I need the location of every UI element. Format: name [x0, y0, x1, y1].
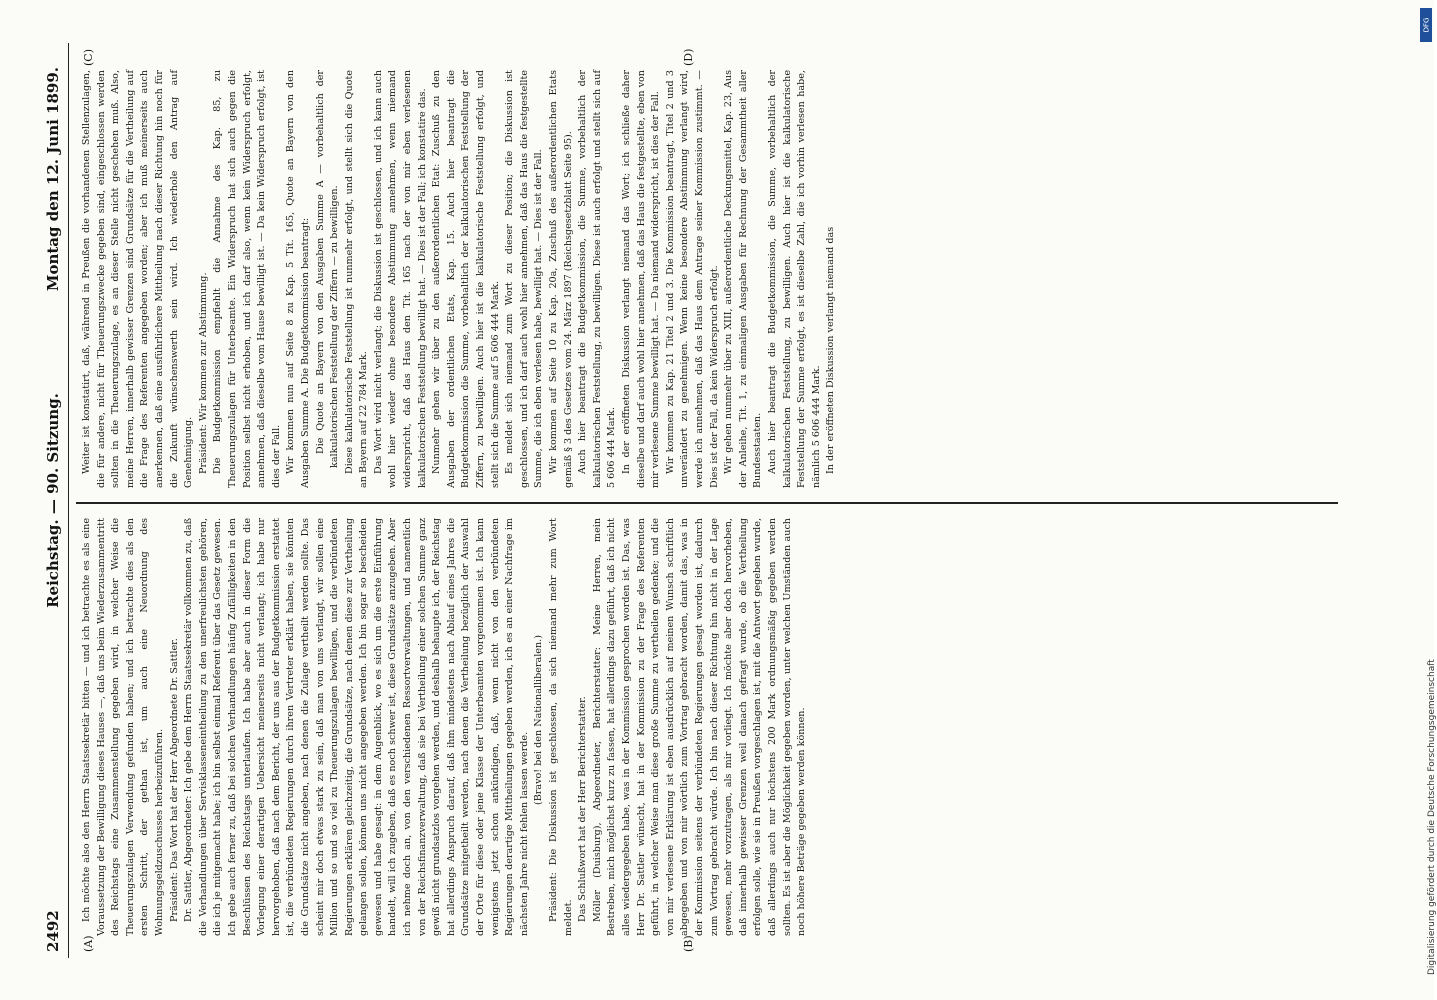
paragraph: Weiter ist konstatirt, daß, während in Preußen die vorhandenen Stellenzulagen, die für andere, nicht für Theuerungszwecke gegeben sind, eingeschlossen werden sollten in die Theuerungszulage, es an dieser Stelle nicht geschehen muß. Also, meine Herren, innerhalb gewisser Grenzen sind Grundsätze für die Vertheilung auf die Frage des Referenten angegeben worden; aber ich muß meinerseits auch anerkennen, daß eine ausführlichere Mittheilung nach dieser Richtung hin noch für die Zukunft wünschenswerth sein wird. Ich wiederhole den Antrag auf Genehmigung. — [81, 70, 195, 488]
digitization-credit: Digitalisierung gefördert durch die Deutsche Forschungsgemeinschaft — [1427, 659, 1437, 975]
marker-a: (A) — [82, 935, 95, 952]
dfg-logo-text: DFG — [1422, 17, 1430, 33]
page-header — [42, 43, 69, 958]
paragraph: Ich möchte also den Herrn Staatssekretär bitten — und ich betrachte es als eine Voraussetzung der Bewilligung dieses Hauses —, daß uns beim Wiederzusammentritt des Reichstags eine Zusammenstellung gegeben wird, in welcher Weise die Theuerungszulagen Verwendung gefunden haben; und ich betrachte dies als den ersten Schritt, der gethan ist, um auch eine Neuordnung des Wohnungsgeldzuschusses herbeizuführen. — [81, 518, 165, 936]
paragraph: Das Schlußwort hat der Herr Berichterstatter. — [577, 696, 589, 922]
paragraph: Wir kommen zu Kap. 21 Titel 2 und 3. Die Kommission beantragt, Titel 2 und 3 unverändert zu genehmigen. Wenn keine besondere Abstimmung verlangt wird, werde ich annehmen, daß das Haus dem Antrage seiner Kommission zustimmt. — Dies ist der Fall, da kein Widerspruch erfolgt. — [664, 70, 720, 488]
paragraph: Die Quote an Bayern von den Ausgaben Summe A — vorbehaltlich der kalkulatorischen Feststellung der Ziffern — zu bewilligen. — [314, 70, 341, 468]
paragraph: In der eröffneten Diskussion verlangt niemand das Wort; ich schließe daher dieselbe und darf auch wohl hier annehmen, daß das Haus die festgestellte, eben von mir verlesene Summe bewilligt hat. — Da niemand widerspricht, ist dies der Fall. — [620, 70, 662, 488]
left-column — [80, 518, 1342, 936]
marker-c: (C) — [82, 49, 95, 66]
rotated-page — [42, 43, 1360, 958]
paragraph: Nunmehr gehen wir über zu den außerordentlichen Etat: Zuschuß zu den Ausgaben der ordentlichen Etats, Kap. 15. Auch hier beantragt die Budgetkommission die Summe, vorbehaltlich der kalkulatorischen Feststellung der Ziffern, zu bewilligen. Auch hier ist die kalkulatorische Feststellung erfolgt, und stellt sich die Summe auf 5 606 444 Mark. — [431, 70, 501, 488]
paragraph: Präsident: Das Wort hat der Herr Abgeordnete Dr. Sattler. — [168, 638, 180, 922]
paragraph: Auch hier beantragt die Budgetkommission, die Summe, vorbehaltlich der kalkulatorischen Feststellung, zu bewilligen. Auch hier ist die kalkulatorische Feststellung der Summe erfolgt, es ist dieselbe Zahl, die ich vorhin verlesen habe, nämlich 5 606 444 Mark. — [766, 70, 822, 488]
paragraph: (Bravo! bei den Nationalliberalen.) — [533, 635, 545, 805]
page-number: 2492 — [44, 910, 62, 952]
session-title: Reichstag. — 90. Sitzung. — [44, 393, 62, 608]
paragraph: Das Wort wird nicht verlangt; die Diskussion ist geschlossen, und ich kann auch wohl hier wieder ohne besondere Abstimmung annehmen, wenn niemand widerspricht, daß das Haus den Tit. 165 nach der von mir eben verlesenen kalkulatorischen Feststellung bewilligt hat. — Dies ist der Fall; ich konstatire das. — [372, 70, 428, 488]
paragraph: Wir gehen nunmehr über zu XIII, außerordentliche Deckungsmittel, Kap. 23, Aus der Anleihe, Tit. 1, zu einmaligen Ausgaben für Rechnung der Gesammtheit aller Bundesstaaten. — [723, 70, 764, 488]
paragraph: Präsident: Die Diskussion ist geschlossen, da sich niemand mehr zum Wort meldet. — [548, 518, 574, 936]
paragraph: Wir kommen auf Seite 10 zu Kap. 20a, Zuschuß des außerordentlichen Etats gemäß § 3 des Gesetzes vom 24. März 1897 (Reichsgesetzblatt Seite 95). — [548, 70, 574, 488]
session-date: Montag den 12. Juni 1899. — [44, 67, 62, 292]
paragraph: Die Budgetkommission empfiehlt die Annahme des Kap. 85, zu Theuerungszulagen für Unterbeamte. Ein Widerspruch hat sich auch gegen die Position selbst nicht erhoben, und ich darf also, wenn kein Widerspruch erfolgt, annehmen, daß dieselbe vom Hause bewilligt ist. — Da kein Widerspruch erfolgt, ist dies der Fall. — [212, 70, 282, 488]
right-column — [80, 70, 1342, 488]
dfg-logo — [1420, 8, 1432, 42]
column-rule — [76, 503, 1338, 505]
paragraph: Wir kommen nun auf Seite 8 zu Kap. 5 Tit. 165, Quote an Bayern von den Ausgaben Summe A. Die Budgetkommission beantragt: — [285, 70, 311, 488]
marker-d: (D) — [682, 48, 695, 66]
paragraph: Dr. Sattler, Abgeordneter: Ich gebe dem Herrn Staatssekretär vollkommen zu, daß die Verhandlungen über Servisklasseneintheilung zu den unerfreulichsten gehören, die ich je mitgemacht habe; ich bin selbst einmal Referent über das Gesetz gewesen. Ich gebe auch ferner zu, daß bei solchen Verhandlungen häufig Zufälligkeiten in den Beschlüssen des Reichstags unterlaufen. Ich habe aber auch in dieser Form die Vorlegung einer derartigen Uebersicht meinerseits nicht verlangt; ich habe nur hervorgehoben, daß nach dem Bericht, der uns aus der Budgetkommission erstattet ist, die verbündeten Regierungen durch ihren Vertreter erklärt haben, sie könnten die Grundsätze nicht angeben, nach denen die Zulage vertheilt werden sollte. Das scheint mir doch etwas stark zu sein, daß man von uns verlangt, wir sollen eine Million und so und so viel zu Theuerungszulagen bewilligen, und die verbündeten Regierungen erklären gleichzeitig, die Grundsätze, nach denen diese zur Vertheilung gelangen sollen, können uns nicht angegeben werden. Ich bin sogar so bescheiden gewesen und habe gesagt: in dem Augenblick, wo es sich um die erste Einführung handelt, will ich zugeben, daß es noch schwer ist, diese Grundsätze anzugeben. Aber ich nehme doch an, von den verschiedenen Ressortverwaltungen, und namentlich von der Reichsfinanzverwaltung, daß sie bei Vertheilung einer solchen Summe ganz gewiß nicht grundsatzlos vorgehen werden, und deshalb behaupte ich, der Reichstag hat allerdings Anspruch darauf, daß ihm mindestens nach Ablauf eines Jahres die Grundsätze mitgetheilt werden, nach denen die Vertheilung bezüglich der Auswahl der Orte für diese oder jene Klasse der Unterbeamten vorgenommen ist. Ich kann wenigstens jetzt schon ankündigen, daß, wenn nicht von den verbündeten Regierungen derartige Mittheilungen gegeben werden, ich es an einer Nachfrage im nächsten Jahre nicht fehlen lassen werde. — [183, 518, 530, 936]
paragraph: Es meldet sich niemand zum Wort zu dieser Position; die Diskussion ist geschlossen, und ich darf auch wohl hier annehmen, daß das Haus die festgestellte Summe, die ich eben verlesen habe, bewilligt hat. — Dies ist der Fall. — [504, 70, 545, 488]
paragraph: Präsident: Wir kommen zur Abstimmung. — [197, 272, 209, 474]
paragraph: Auch hier beantragt die Budgetkommission, die Summe, vorbehaltlich der kalkulatorischen Feststellung, zu bewilligen. Diese ist auch erfolgt und stellt sich auf 5 606 444 Mark. — [577, 70, 618, 488]
paragraph: In der eröffneten Diskussion verlangt niemand das — [825, 226, 837, 474]
paragraph: Möller (Duisburg), Abgeordneter, Berichterstatter: Meine Herren, mein Bestreben, mich möglichst kurz zu fassen, hat allerdings dazu geführt, daß ich nicht alles wiedergegeben habe, was in der Kommission gesprochen worden ist. Das, was Herr Dr. Sattler wünscht, hat in der Kommission zu der Frage des Referenten geführt, in welcher Weise man diese große Summe zu vertheilen gedenke; und die von mir verlesene Erklärung ist eben ausdrücklich auf meinen Wunsch schriftlich abgegeben und von mir wörtlich zum Vortrag gebracht worden, damit das, was in der Kommission seitens der verbündeten Regierungen gesagt worden ist, dadurch zum Vortrag gebracht würde. Ich bin nach dieser Richtung hin nicht in der Lage gewesen, mehr vorzutragen, als mir vorliegt. Ich möchte aber doch hervorheben, daß innerhalb gewisser Grenzen weil danach gefragt wurde, ob die Vertheilung erfolgen solle, wie sie in Preußen vorgeschlagen ist, mit die Antwort gegeben wurde, daß allerdings auch nur höchstens 200 Mark ordnungsmäßig gegeben werden sollten. Es ist aber die Möglichkeit gegeben worden, unter welchen Umständen auch noch höhere Beträge gegeben werden können. — [591, 518, 808, 936]
paragraph: Diese kalkulatorische Feststellung ist nunmehr erfolgt, und stellt sich die Quote an Bayern auf 22 784 Mark. — [343, 70, 370, 488]
marker-b: (B) — [682, 935, 695, 952]
